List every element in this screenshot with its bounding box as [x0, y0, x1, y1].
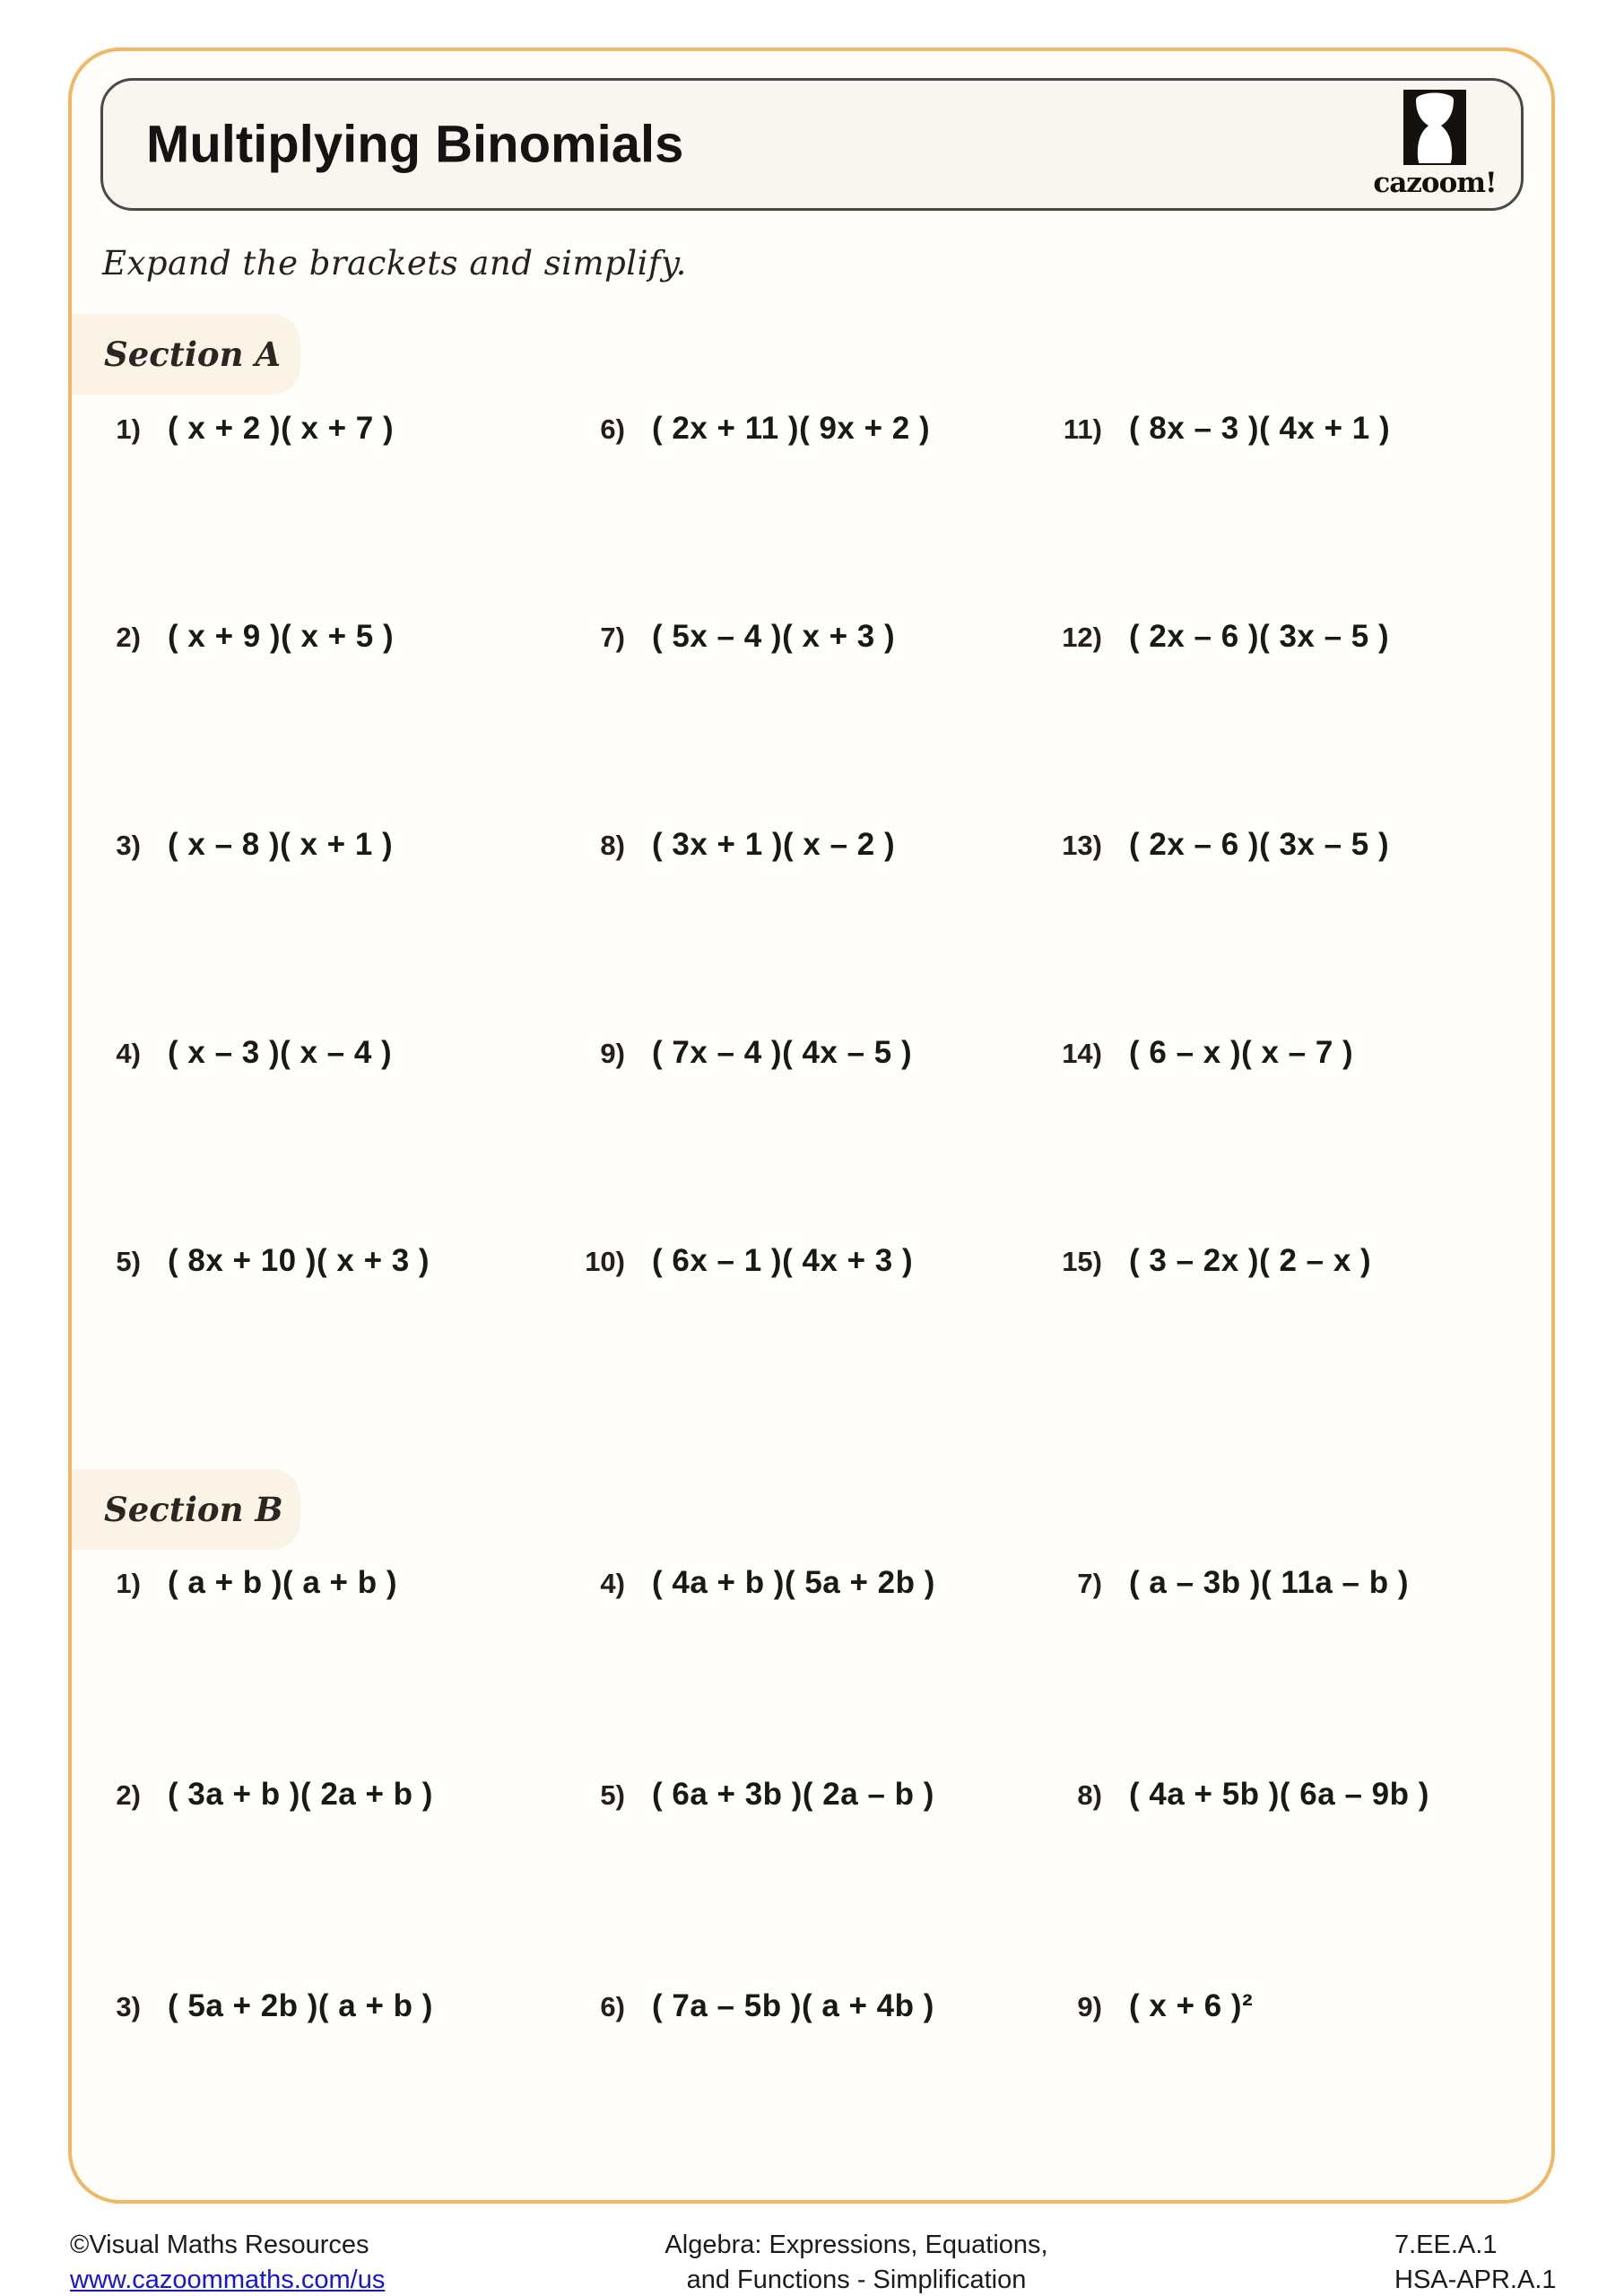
- problem-item: [85, 1565, 569, 1777]
- problem-item: [1046, 1565, 1513, 1777]
- problem-expression: ( 7x – 4 )( 4x – 5 ): [652, 1035, 913, 1070]
- problem-expression: ( 4a + b )( 5a + 2b ): [652, 1565, 935, 1600]
- problem-expression: ( 6a + 3b )( 2a – b ): [652, 1777, 934, 1812]
- problem-item: [569, 1035, 1046, 1243]
- problem-item: [85, 1988, 569, 2200]
- footer-standards: [1394, 2228, 1557, 2296]
- problem-number: 7): [1077, 1568, 1102, 1599]
- problem-number: 2): [116, 622, 141, 653]
- problem-number: 3): [116, 830, 141, 861]
- page-title: Multiplying Binomials: [146, 115, 684, 174]
- problem-number: 14): [1062, 1038, 1102, 1069]
- problem-number: 13): [1062, 830, 1102, 861]
- problem-item: [1046, 1243, 1513, 1451]
- problem-expression: ( x + 2 )( x + 7 ): [168, 411, 395, 446]
- standard-code-2: HSA-APR.A.1: [1394, 2266, 1557, 2294]
- problem-expression: ( 6x – 1 )( 4x + 3 ): [652, 1243, 914, 1278]
- title-box: [100, 78, 1524, 211]
- problem-item: [1046, 1777, 1513, 1988]
- section-a-label: Section A: [72, 314, 300, 395]
- problem-expression: ( 5a + 2b )( a + b ): [168, 1988, 433, 2023]
- problem-expression: ( 3x + 1 )( x – 2 ): [652, 827, 896, 862]
- djembe-drum-icon: [1403, 90, 1466, 165]
- copyright-text: ©Visual Maths Resources: [70, 2231, 369, 2259]
- problem-number: 8): [1077, 1779, 1102, 1811]
- instruction-text: Expand the brackets and simplify.: [102, 244, 687, 283]
- problem-expression: ( 2x + 11 )( 9x + 2 ): [652, 411, 931, 446]
- problem-item: [85, 1243, 569, 1451]
- problem-number: 9): [1077, 1991, 1102, 2022]
- problem-number: 2): [116, 1779, 141, 1811]
- topic-line-2: and Functions - Simplification: [686, 2266, 1027, 2294]
- problem-number: 11): [1063, 413, 1102, 445]
- problem-item: [85, 619, 569, 827]
- problem-number: 7): [600, 622, 625, 653]
- problem-item: [569, 411, 1046, 619]
- problem-expression: ( 8x + 10 )( x + 3 ): [168, 1243, 430, 1278]
- problem-number: 15): [1062, 1246, 1102, 1277]
- problem-number: 8): [600, 830, 625, 861]
- problem-item: [569, 1988, 1046, 2200]
- problem-expression: ( 3a + b )( 2a + b ): [168, 1777, 433, 1812]
- problem-number: 10): [585, 1246, 625, 1277]
- problem-item: [569, 1243, 1046, 1451]
- cazoom-logo: [1363, 90, 1507, 199]
- problem-item: [569, 827, 1046, 1035]
- problem-item: [85, 1777, 569, 1988]
- problem-number: 4): [116, 1038, 141, 1069]
- problem-expression: ( 6 – x )( x – 7 ): [1129, 1035, 1354, 1070]
- problem-item: [85, 827, 569, 1035]
- problem-expression: ( x + 9 )( x + 5 ): [168, 619, 395, 654]
- problem-number: 1): [116, 1568, 141, 1599]
- problem-expression: ( a + b )( a + b ): [168, 1565, 397, 1600]
- problem-item: [569, 1565, 1046, 1777]
- problem-expression: ( x + 6 )²: [1129, 1988, 1254, 2023]
- problem-item: [1046, 411, 1513, 619]
- problem-expression: ( x – 8 )( x + 1 ): [168, 827, 394, 862]
- problem-expression: ( 2x – 6 )( 3x – 5 ): [1129, 619, 1390, 654]
- problem-number: 6): [600, 1991, 625, 2022]
- problem-item: [1046, 1988, 1513, 2200]
- problem-number: 5): [600, 1779, 625, 1811]
- problem-item: [85, 411, 569, 619]
- problem-item: [1046, 1035, 1513, 1243]
- problem-expression: ( 2x – 6 )( 3x – 5 ): [1129, 827, 1390, 862]
- problem-item: [569, 619, 1046, 827]
- problem-number: 6): [600, 413, 625, 445]
- problem-number: 4): [600, 1568, 625, 1599]
- problem-item: [1046, 827, 1513, 1035]
- logo-wordmark: cazoom!: [1373, 167, 1497, 199]
- problem-item: [85, 1035, 569, 1243]
- topic-line-1: Algebra: Expressions, Equations,: [664, 2231, 1048, 2259]
- section-b-label: Section B: [72, 1469, 300, 1550]
- problem-expression: ( a – 3b )( 11a – b ): [1129, 1565, 1409, 1600]
- problem-item: [1046, 619, 1513, 827]
- standard-code-1: 7.EE.A.1: [1394, 2231, 1498, 2259]
- problem-item: [569, 1777, 1046, 1988]
- footer-left: [70, 2228, 385, 2296]
- problem-expression: ( 7a – 5b )( a + 4b ): [652, 1988, 934, 2023]
- section-b-problems: [85, 1565, 1513, 2200]
- problem-number: 5): [116, 1246, 141, 1277]
- footer-topic: [664, 2228, 1047, 2296]
- problem-expression: ( 3 – 2x )( 2 – x ): [1129, 1243, 1372, 1278]
- section-a-problems: [85, 411, 1513, 1451]
- website-link[interactable]: www.cazoommaths.com/us: [70, 2266, 386, 2294]
- problem-expression: ( 5x – 4 )( x + 3 ): [652, 619, 896, 654]
- problem-number: 9): [600, 1038, 625, 1069]
- problem-expression: ( x – 3 )( x – 4 ): [168, 1035, 393, 1070]
- problem-number: 1): [116, 413, 141, 445]
- problem-number: 12): [1062, 622, 1102, 653]
- problem-expression: ( 8x – 3 )( 4x + 1 ): [1129, 411, 1391, 446]
- problem-number: 3): [116, 1991, 141, 2022]
- problem-expression: ( 4a + 5b )( 6a – 9b ): [1129, 1777, 1429, 1812]
